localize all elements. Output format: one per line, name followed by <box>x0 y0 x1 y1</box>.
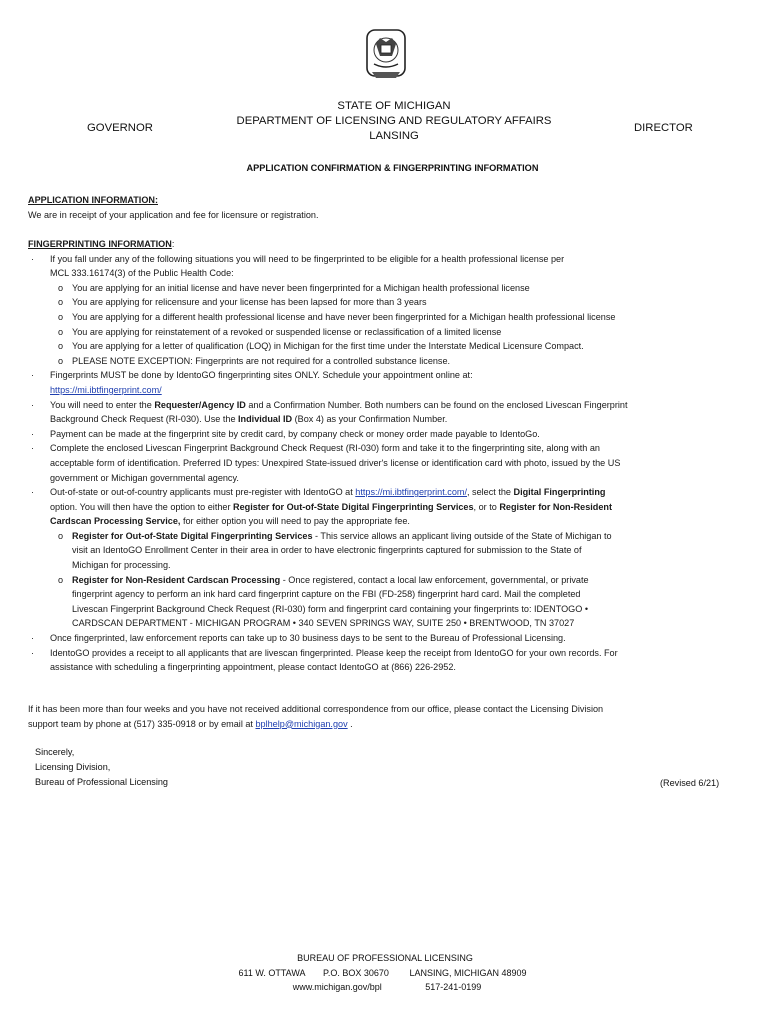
option-digital: o Register for Out-of-State Digital Fingerprinting Services - This service allows an applicant living outside of the State of Michigan to visit an IdentoGO Enrollment Center in their area in order to have electronic fingerprints captured for submission to the State of Michigan for processing. <box>58 530 612 571</box>
bullet-requester-id: · You will need to enter the Requester/Agency ID and a Confirmation Number. Both numbers can be found on the enclosed Livescan Fingerprint Background Check Request (RI-030). Use the Individual ID (Box 4) as your Confirmation Number. <box>31 399 628 425</box>
exception-item: o PLEASE NOTE EXCEPTION: Fingerprints are not required for a controlled substance license. <box>58 355 451 366</box>
footer-website: www.michigan.gov/bpl <box>292 982 382 993</box>
footer-phone: 517-241-0199 <box>425 982 482 993</box>
footer-city: LANSING, MICHIGAN 48909 <box>409 967 527 978</box>
footer <box>235 951 535 995</box>
governor-label: GOVERNOR <box>87 122 153 134</box>
footer-address-line <box>235 966 535 981</box>
footer-contact-line <box>235 980 535 995</box>
heading-colon: : <box>171 239 175 249</box>
situation-item: o You are applying for a letter of qualification (LOQ) in Michigan for the first time under the Interstate Medical Licensure Compact. <box>58 341 584 352</box>
fingerprinting-heading: FINGERPRINTING INFORMATION <box>28 239 172 249</box>
option-cardscan: o Register for Non-Resident Cardscan Processing - Once registered, contact a local law enforcement, governmental, or private fingerprint agency to perform an ink hard card fingerprint capture on the FBI (FD-258) fingerprint hard card. Mail the completed Livescan Fingerprint Background Check Request (RI-030) form and fingerprint card containing your fingerprints to: IDENTOGO • CARDSCAN DEPARTMENT - MICHIGAN PROGRAM • 340 SEVEN SPRINGS WAY, SUITE 250 • BRENTWOOD, TN 37027 <box>58 574 589 629</box>
state-seal-logo <box>364 26 408 84</box>
director-label: DIRECTOR <box>634 122 693 134</box>
bullet-out-of-state: · Out-of-state or out-of-country applicants must pre-register with IdentoGO at https://mi.ibtfingerprint.com/, select the Digital Fingerprinting option. You will then have the option to either Register for Out-of-State Digital Fingerprinting Services, or to Register for Non-Resident Cardscan Processing Service, for either option you will need to pay the appropriate fee. <box>31 487 613 527</box>
bullet-identogo-sites: · Fingerprints MUST be done by IdentoGO fingerprinting sites ONLY. Schedule your appointment online at: https://mi.ibtfingerprint.com/ <box>31 370 473 395</box>
revision-note: (Revised 6/21) <box>660 778 720 788</box>
sincerely: Sincerely, <box>35 747 75 757</box>
bullet-intro: · If you fall under any of the following situations you will need to be fingerprinted to be eligible for a health professional license per MCL 333.16174(3) of the Public Health Code: <box>31 253 565 279</box>
bullet-reports: · Once fingerprinted, law enforcement reports can take up to 30 business days to be sent to the Bureau of Professional Licensing. <box>31 633 566 644</box>
bullet-identification: · Complete the enclosed Livescan Fingerprint Background Check Request (RI-030) form and take it to the fingerprinting site, along with an acceptable form of identification. Preferred ID types: Unexpired State-issued driver's license or identification card with photo, issued by the US government or Michigan governmental agency. <box>31 443 621 483</box>
state-name: STATE OF MICHIGAN <box>337 100 451 112</box>
licensing-division: Licensing Division, <box>35 762 111 772</box>
footer-bureau: BUREAU OF PROFESSIONAL LICENSING <box>297 953 473 963</box>
application-text: We are in receipt of your application and fee for licensure or registration. <box>28 209 319 220</box>
support-email-link[interactable]: bplhelp@michigan.gov <box>255 718 348 729</box>
bullet-marker: · <box>31 253 35 264</box>
signature-block <box>35 745 168 790</box>
fingerprinting-section <box>28 237 628 675</box>
closing-note: If it has been more than four weeks and you have not received additional correspondence from our office, please contact the Licensing Division support team by phone at (517) 335-0918 or by email at bplhelp@michigan.gov . <box>28 704 604 729</box>
department-name: DEPARTMENT OF LICENSING AND REGULATORY AFFAIRS <box>236 115 552 127</box>
bureau-name: Bureau of Professional Licensing <box>35 777 168 787</box>
letterhead-center <box>200 99 588 144</box>
document-title: APPLICATION CONFIRMATION & FINGERPRINTING INFORMATION <box>246 163 539 173</box>
application-section <box>28 193 628 222</box>
situation-item: o You are applying for an initial license and have never been fingerprinted for a Michigan health professional license <box>58 282 530 293</box>
situation-item: o You are applying for relicensure and your license has been lapsed for more than 3 years <box>58 297 427 308</box>
city-name: LANSING <box>369 130 419 142</box>
situation-item: o You are applying for reinstatement of a revoked or suspended license or reclassification of a limited license <box>58 326 502 337</box>
preregister-link[interactable]: https://mi.ibtfingerprint.com/ <box>355 487 467 498</box>
situation-item: o You are applying for a different health professional license and have never been fingerprinted for a Michigan health professional license <box>58 311 616 322</box>
fingerprint-site-link[interactable]: https://mi.ibtfingerprint.com/ <box>50 384 162 395</box>
bullet-receipt: · IdentoGO provides a receipt to all applicants that are livescan fingerprinted. Please keep the receipt from IdentoGO for your own records. For assistance with scheduling a fingerprinting appointment, please contact IdentoGO at (866) 226-2952. <box>31 647 618 673</box>
footer-street: 611 W. OTTAWA <box>238 967 306 978</box>
footer-po-box: P.O. BOX 30670 <box>323 967 389 978</box>
bullet-payment: · Payment can be made at the fingerprint site by credit card, by company check or money order made payable to IdentoGo. <box>31 428 540 439</box>
application-heading: APPLICATION INFORMATION: <box>28 195 158 205</box>
